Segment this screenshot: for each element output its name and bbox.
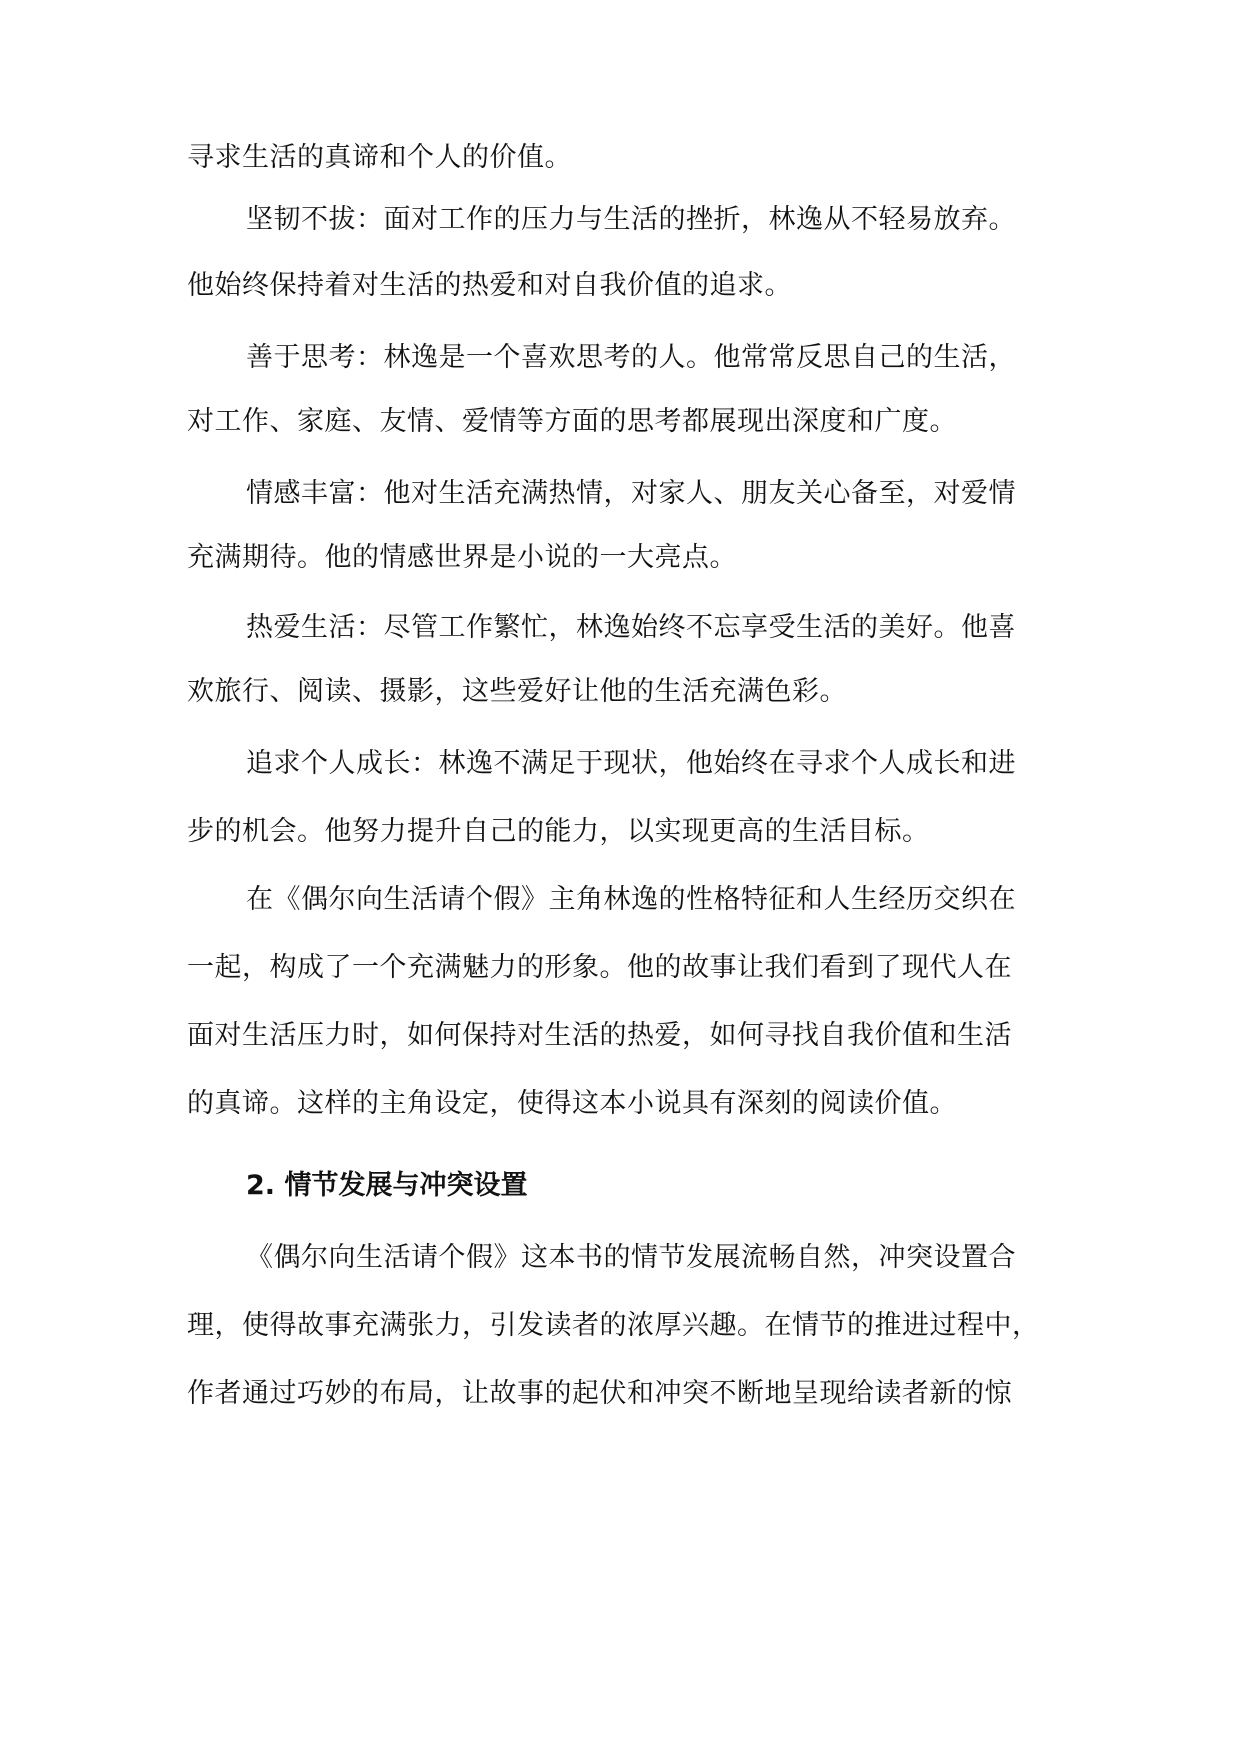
paragraph-line: 他始终保持着对生活的热爱和对自我价值的追求。 (187, 270, 792, 301)
paragraph-line: 一起，构成了一个充满魅力的形象。他的故事让我们看到了现代人在 (187, 952, 1012, 983)
paragraph-line: 善于思考：林逸是一个喜欢思考的人。他常常反思自己的生活， (246, 342, 1016, 373)
paragraph-line: 在《偶尔向生活请个假》主角林逸的性格特征和人生经历交织在 (246, 884, 1016, 915)
paragraph-line: 充满期待。他的情感世界是小说的一大亮点。 (187, 542, 737, 573)
paragraph-line: 的真谛。这样的主角设定，使得这本小说具有深刻的阅读价值。 (187, 1088, 957, 1119)
paragraph-line: 坚韧不拔：面对工作的压力与生活的挫折，林逸从不轻易放弃。 (246, 204, 1016, 235)
paragraph-line: 情感丰富：他对生活充满热情，对家人、朋友关心备至，对爱情 (246, 478, 1016, 509)
section-heading: 2. 情节发展与冲突设置 (246, 1170, 528, 1201)
paragraph-line: 理，使得故事充满张力，引发读者的浓厚兴趣。在情节的推进过程中， (187, 1310, 1040, 1341)
paragraph-line: 热爱生活：尽管工作繁忙，林逸始终不忘享受生活的美好。他喜 (246, 612, 1016, 643)
paragraph-line: 寻求生活的真谛和个人的价值。 (187, 142, 572, 173)
paragraph-line: 面对生活压力时，如何保持对生活的热爱，如何寻找自我价值和生活 (187, 1020, 1012, 1051)
paragraph-line: 对工作、家庭、友情、爱情等方面的思考都展现出深度和广度。 (187, 406, 957, 437)
paragraph-line: 欢旅行、阅读、摄影，这些爱好让他的生活充满色彩。 (187, 676, 847, 707)
paragraph-line: 作者通过巧妙的布局，让故事的起伏和冲突不断地呈现给读者新的惊 (187, 1378, 1012, 1409)
paragraph-line: 步的机会。他努力提升自己的能力，以实现更高的生活目标。 (187, 816, 930, 847)
paragraph-line: 《偶尔向生活请个假》这本书的情节发展流畅自然，冲突设置合 (246, 1242, 1016, 1273)
paragraph-line: 追求个人成长：林逸不满足于现状，他始终在寻求个人成长和进 (246, 748, 1016, 779)
